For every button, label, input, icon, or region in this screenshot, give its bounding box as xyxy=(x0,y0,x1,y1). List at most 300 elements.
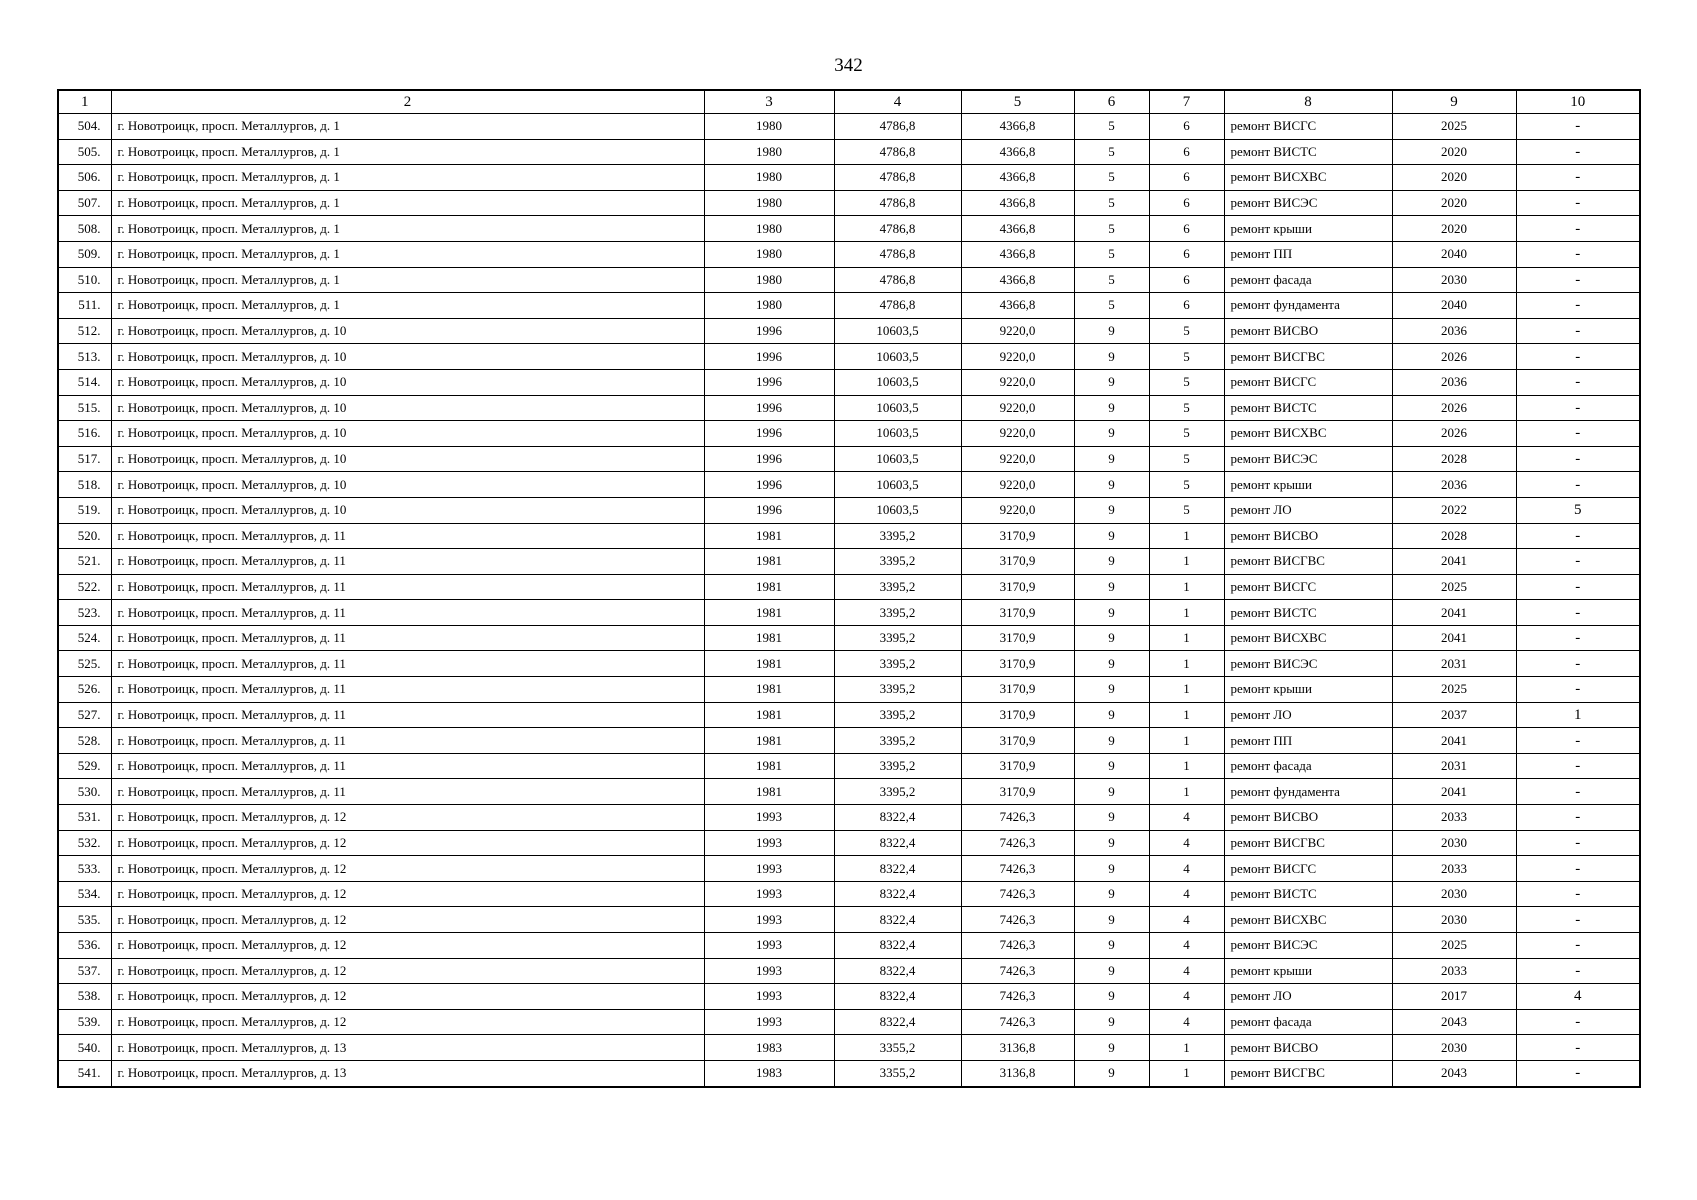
cell-entrances: 1 xyxy=(1149,574,1224,600)
cell-total-area: 10603,5 xyxy=(834,395,961,421)
cell-col10: - xyxy=(1516,625,1640,651)
cell-address: г. Новотроицк, просп. Металлургов, д. 11 xyxy=(111,677,704,703)
table-row xyxy=(58,395,1640,421)
cell-year-built: 1993 xyxy=(704,907,834,933)
cell-year-built: 1996 xyxy=(704,318,834,344)
cell-col10: 1 xyxy=(1516,702,1640,728)
cell-living-area: 7426,3 xyxy=(961,830,1074,856)
cell-floors: 9 xyxy=(1074,753,1149,779)
cell-num: 540. xyxy=(58,1035,111,1061)
cell-year-built: 1993 xyxy=(704,933,834,959)
cell-planned-year: 2025 xyxy=(1392,574,1516,600)
cell-floors: 9 xyxy=(1074,856,1149,882)
column-header-6: 6 xyxy=(1074,90,1149,114)
cell-floors: 9 xyxy=(1074,318,1149,344)
cell-entrances: 5 xyxy=(1149,446,1224,472)
cell-col10: - xyxy=(1516,293,1640,319)
cell-entrances: 1 xyxy=(1149,702,1224,728)
table-row xyxy=(58,472,1640,498)
table-row xyxy=(58,728,1640,754)
cell-work-type: ремонт крыши xyxy=(1224,958,1392,984)
cell-address: г. Новотроицк, просп. Металлургов, д. 12 xyxy=(111,1009,704,1035)
cell-col10: - xyxy=(1516,369,1640,395)
table-row xyxy=(58,702,1640,728)
cell-col10: - xyxy=(1516,881,1640,907)
cell-entrances: 1 xyxy=(1149,1060,1224,1086)
cell-year-built: 1980 xyxy=(704,293,834,319)
cell-floors: 9 xyxy=(1074,651,1149,677)
cell-year-built: 1981 xyxy=(704,779,834,805)
cell-work-type: ремонт ВИСХВС xyxy=(1224,625,1392,651)
cell-address: г. Новотроицк, просп. Металлургов, д. 11 xyxy=(111,625,704,651)
cell-planned-year: 2030 xyxy=(1392,907,1516,933)
cell-work-type: ремонт ЛО xyxy=(1224,984,1392,1010)
cell-year-built: 1980 xyxy=(704,267,834,293)
cell-entrances: 6 xyxy=(1149,114,1224,140)
cell-col10: - xyxy=(1516,190,1640,216)
table-row xyxy=(58,984,1640,1010)
cell-col10: - xyxy=(1516,421,1640,447)
cell-col10: - xyxy=(1516,318,1640,344)
table-row xyxy=(58,856,1640,882)
cell-entrances: 6 xyxy=(1149,241,1224,267)
cell-floors: 5 xyxy=(1074,267,1149,293)
column-header-5: 5 xyxy=(961,90,1074,114)
cell-planned-year: 2017 xyxy=(1392,984,1516,1010)
cell-num: 530. xyxy=(58,779,111,805)
cell-floors: 5 xyxy=(1074,241,1149,267)
table-row xyxy=(58,830,1640,856)
cell-work-type: ремонт фасада xyxy=(1224,267,1392,293)
cell-planned-year: 2043 xyxy=(1392,1009,1516,1035)
cell-year-built: 1993 xyxy=(704,830,834,856)
cell-living-area: 3170,9 xyxy=(961,677,1074,703)
cell-floors: 9 xyxy=(1074,523,1149,549)
cell-living-area: 3170,9 xyxy=(961,574,1074,600)
cell-address: г. Новотроицк, просп. Металлургов, д. 10 xyxy=(111,446,704,472)
cell-work-type: ремонт ВИСГС xyxy=(1224,574,1392,600)
cell-total-area: 8322,4 xyxy=(834,856,961,882)
cell-entrances: 5 xyxy=(1149,395,1224,421)
cell-num: 517. xyxy=(58,446,111,472)
cell-entrances: 6 xyxy=(1149,216,1224,242)
cell-entrances: 4 xyxy=(1149,805,1224,831)
table-row xyxy=(58,216,1640,242)
table-row xyxy=(58,165,1640,191)
cell-work-type: ремонт ВИСХВС xyxy=(1224,421,1392,447)
cell-num: 531. xyxy=(58,805,111,831)
cell-planned-year: 2040 xyxy=(1392,241,1516,267)
cell-address: г. Новотроицк, просп. Металлургов, д. 11 xyxy=(111,702,704,728)
cell-total-area: 10603,5 xyxy=(834,497,961,523)
cell-num: 516. xyxy=(58,421,111,447)
table-row xyxy=(58,600,1640,626)
cell-total-area: 4786,8 xyxy=(834,114,961,140)
cell-address: г. Новотроицк, просп. Металлургов, д. 1 xyxy=(111,293,704,319)
cell-num: 514. xyxy=(58,369,111,395)
cell-address: г. Новотроицк, просп. Металлургов, д. 10 xyxy=(111,318,704,344)
cell-total-area: 8322,4 xyxy=(834,984,961,1010)
cell-total-area: 8322,4 xyxy=(834,907,961,933)
cell-floors: 9 xyxy=(1074,984,1149,1010)
cell-num: 539. xyxy=(58,1009,111,1035)
cell-work-type: ремонт ПП xyxy=(1224,728,1392,754)
cell-num: 538. xyxy=(58,984,111,1010)
cell-work-type: ремонт ВИСВО xyxy=(1224,523,1392,549)
cell-address: г. Новотроицк, просп. Металлургов, д. 10 xyxy=(111,344,704,370)
cell-entrances: 4 xyxy=(1149,1009,1224,1035)
cell-floors: 9 xyxy=(1074,574,1149,600)
cell-entrances: 4 xyxy=(1149,881,1224,907)
cell-year-built: 1980 xyxy=(704,241,834,267)
cell-floors: 9 xyxy=(1074,702,1149,728)
cell-num: 526. xyxy=(58,677,111,703)
cell-floors: 9 xyxy=(1074,958,1149,984)
cell-work-type: ремонт ВИСЭС xyxy=(1224,190,1392,216)
cell-planned-year: 2026 xyxy=(1392,344,1516,370)
cell-col10: - xyxy=(1516,395,1640,421)
cell-entrances: 5 xyxy=(1149,318,1224,344)
cell-planned-year: 2041 xyxy=(1392,600,1516,626)
cell-living-area: 9220,0 xyxy=(961,446,1074,472)
cell-year-built: 1981 xyxy=(704,651,834,677)
cell-planned-year: 2040 xyxy=(1392,293,1516,319)
cell-entrances: 4 xyxy=(1149,856,1224,882)
cell-living-area: 3170,9 xyxy=(961,702,1074,728)
cell-address: г. Новотроицк, просп. Металлургов, д. 10 xyxy=(111,421,704,447)
cell-planned-year: 2041 xyxy=(1392,549,1516,575)
cell-total-area: 8322,4 xyxy=(834,881,961,907)
cell-living-area: 9220,0 xyxy=(961,395,1074,421)
cell-living-area: 7426,3 xyxy=(961,958,1074,984)
cell-total-area: 3395,2 xyxy=(834,779,961,805)
cell-address: г. Новотроицк, просп. Металлургов, д. 10 xyxy=(111,395,704,421)
cell-col10: - xyxy=(1516,753,1640,779)
cell-year-built: 1993 xyxy=(704,958,834,984)
column-header-9: 9 xyxy=(1392,90,1516,114)
cell-entrances: 6 xyxy=(1149,190,1224,216)
cell-col10: - xyxy=(1516,779,1640,805)
table-row xyxy=(58,344,1640,370)
cell-total-area: 8322,4 xyxy=(834,1009,961,1035)
table-row xyxy=(58,267,1640,293)
cell-planned-year: 2031 xyxy=(1392,753,1516,779)
cell-total-area: 4786,8 xyxy=(834,267,961,293)
cell-total-area: 4786,8 xyxy=(834,216,961,242)
cell-living-area: 7426,3 xyxy=(961,856,1074,882)
cell-num: 513. xyxy=(58,344,111,370)
table-row xyxy=(58,881,1640,907)
cell-address: г. Новотроицк, просп. Металлургов, д. 11 xyxy=(111,574,704,600)
cell-work-type: ремонт ВИСТС xyxy=(1224,395,1392,421)
table-row xyxy=(58,369,1640,395)
cell-num: 508. xyxy=(58,216,111,242)
cell-num: 504. xyxy=(58,114,111,140)
cell-address: г. Новотроицк, просп. Металлургов, д. 1 xyxy=(111,165,704,191)
cell-floors: 9 xyxy=(1074,1035,1149,1061)
table-row xyxy=(58,497,1640,523)
column-header-10: 10 xyxy=(1516,90,1640,114)
cell-living-area: 3136,8 xyxy=(961,1060,1074,1086)
cell-address: г. Новотроицк, просп. Металлургов, д. 13 xyxy=(111,1035,704,1061)
cell-year-built: 1983 xyxy=(704,1060,834,1086)
cell-living-area: 3170,9 xyxy=(961,651,1074,677)
cell-planned-year: 2028 xyxy=(1392,523,1516,549)
cell-living-area: 3170,9 xyxy=(961,625,1074,651)
cell-work-type: ремонт крыши xyxy=(1224,472,1392,498)
cell-year-built: 1996 xyxy=(704,472,834,498)
cell-address: г. Новотроицк, просп. Металлургов, д. 12 xyxy=(111,984,704,1010)
cell-col10: - xyxy=(1516,574,1640,600)
cell-entrances: 1 xyxy=(1149,677,1224,703)
cell-entrances: 5 xyxy=(1149,344,1224,370)
cell-year-built: 1980 xyxy=(704,190,834,216)
cell-total-area: 4786,8 xyxy=(834,165,961,191)
cell-work-type: ремонт ВИСТС xyxy=(1224,881,1392,907)
cell-num: 519. xyxy=(58,497,111,523)
cell-total-area: 4786,8 xyxy=(834,190,961,216)
cell-num: 520. xyxy=(58,523,111,549)
cell-living-area: 4366,8 xyxy=(961,216,1074,242)
cell-address: г. Новотроицк, просп. Металлургов, д. 11 xyxy=(111,523,704,549)
cell-total-area: 3395,2 xyxy=(834,574,961,600)
cell-year-built: 1981 xyxy=(704,523,834,549)
cell-floors: 9 xyxy=(1074,549,1149,575)
cell-living-area: 4366,8 xyxy=(961,267,1074,293)
cell-living-area: 7426,3 xyxy=(961,933,1074,959)
cell-work-type: ремонт ВИСГВС xyxy=(1224,830,1392,856)
cell-entrances: 5 xyxy=(1149,421,1224,447)
table-row xyxy=(58,190,1640,216)
column-header-8: 8 xyxy=(1224,90,1392,114)
cell-year-built: 1980 xyxy=(704,165,834,191)
cell-planned-year: 2026 xyxy=(1392,395,1516,421)
cell-floors: 9 xyxy=(1074,421,1149,447)
cell-living-area: 3170,9 xyxy=(961,753,1074,779)
cell-total-area: 3395,2 xyxy=(834,651,961,677)
cell-num: 522. xyxy=(58,574,111,600)
cell-entrances: 4 xyxy=(1149,984,1224,1010)
cell-col10: - xyxy=(1516,933,1640,959)
cell-col10: - xyxy=(1516,549,1640,575)
cell-total-area: 4786,8 xyxy=(834,139,961,165)
cell-living-area: 9220,0 xyxy=(961,497,1074,523)
cell-entrances: 1 xyxy=(1149,1035,1224,1061)
cell-address: г. Новотроицк, просп. Металлургов, д. 11 xyxy=(111,779,704,805)
cell-living-area: 9220,0 xyxy=(961,318,1074,344)
cell-work-type: ремонт фасада xyxy=(1224,1009,1392,1035)
cell-total-area: 10603,5 xyxy=(834,344,961,370)
cell-year-built: 1981 xyxy=(704,753,834,779)
table-row xyxy=(58,446,1640,472)
cell-work-type: ремонт ВИСГС xyxy=(1224,856,1392,882)
table-body xyxy=(58,114,1640,1087)
cell-floors: 5 xyxy=(1074,139,1149,165)
cell-col10: - xyxy=(1516,830,1640,856)
cell-num: 537. xyxy=(58,958,111,984)
cell-year-built: 1996 xyxy=(704,421,834,447)
cell-total-area: 8322,4 xyxy=(834,830,961,856)
column-header-7: 7 xyxy=(1149,90,1224,114)
cell-planned-year: 2020 xyxy=(1392,165,1516,191)
cell-total-area: 10603,5 xyxy=(834,369,961,395)
cell-col10: - xyxy=(1516,1009,1640,1035)
table-row xyxy=(58,1060,1640,1086)
cell-year-built: 1993 xyxy=(704,805,834,831)
cell-year-built: 1981 xyxy=(704,625,834,651)
cell-col10: - xyxy=(1516,241,1640,267)
table-row xyxy=(58,421,1640,447)
cell-year-built: 1996 xyxy=(704,395,834,421)
column-header-4: 4 xyxy=(834,90,961,114)
cell-num: 512. xyxy=(58,318,111,344)
cell-num: 510. xyxy=(58,267,111,293)
cell-planned-year: 2041 xyxy=(1392,625,1516,651)
cell-floors: 9 xyxy=(1074,344,1149,370)
cell-living-area: 3170,9 xyxy=(961,728,1074,754)
cell-entrances: 1 xyxy=(1149,651,1224,677)
cell-col10: - xyxy=(1516,139,1640,165)
cell-floors: 9 xyxy=(1074,907,1149,933)
cell-entrances: 4 xyxy=(1149,830,1224,856)
table-row xyxy=(58,1035,1640,1061)
cell-planned-year: 2028 xyxy=(1392,446,1516,472)
cell-address: г. Новотроицк, просп. Металлургов, д. 1 xyxy=(111,267,704,293)
cell-total-area: 4786,8 xyxy=(834,241,961,267)
cell-num: 507. xyxy=(58,190,111,216)
page-number: 342 xyxy=(834,55,863,76)
cell-address: г. Новотроицк, просп. Металлургов, д. 12 xyxy=(111,805,704,831)
cell-entrances: 6 xyxy=(1149,165,1224,191)
cell-col10: 4 xyxy=(1516,984,1640,1010)
cell-address: г. Новотроицк, просп. Металлургов, д. 10 xyxy=(111,472,704,498)
cell-planned-year: 2026 xyxy=(1392,421,1516,447)
cell-address: г. Новотроицк, просп. Металлургов, д. 12 xyxy=(111,958,704,984)
cell-entrances: 5 xyxy=(1149,497,1224,523)
table-row xyxy=(58,574,1640,600)
cell-year-built: 1980 xyxy=(704,114,834,140)
cell-address: г. Новотроицк, просп. Металлургов, д. 12 xyxy=(111,856,704,882)
cell-address: г. Новотроицк, просп. Металлургов, д. 13 xyxy=(111,1060,704,1086)
cell-year-built: 1993 xyxy=(704,984,834,1010)
cell-work-type: ремонт ВИСГС xyxy=(1224,114,1392,140)
cell-year-built: 1996 xyxy=(704,344,834,370)
cell-address: г. Новотроицк, просп. Металлургов, д. 1 xyxy=(111,114,704,140)
cell-num: 533. xyxy=(58,856,111,882)
cell-living-area: 4366,8 xyxy=(961,139,1074,165)
cell-work-type: ремонт ВИСГС xyxy=(1224,369,1392,395)
cell-num: 524. xyxy=(58,625,111,651)
cell-floors: 9 xyxy=(1074,779,1149,805)
cell-floors: 5 xyxy=(1074,293,1149,319)
cell-work-type: ремонт ЛО xyxy=(1224,702,1392,728)
cell-col10: - xyxy=(1516,1035,1640,1061)
cell-address: г. Новотроицк, просп. Металлургов, д. 12 xyxy=(111,933,704,959)
cell-living-area: 4366,8 xyxy=(961,241,1074,267)
cell-planned-year: 2025 xyxy=(1392,114,1516,140)
cell-living-area: 4366,8 xyxy=(961,293,1074,319)
cell-num: 506. xyxy=(58,165,111,191)
table-row xyxy=(58,318,1640,344)
cell-total-area: 8322,4 xyxy=(834,805,961,831)
cell-floors: 5 xyxy=(1074,216,1149,242)
cell-total-area: 3395,2 xyxy=(834,549,961,575)
cell-living-area: 3170,9 xyxy=(961,600,1074,626)
cell-work-type: ремонт ВИСГВС xyxy=(1224,1060,1392,1086)
cell-floors: 9 xyxy=(1074,369,1149,395)
cell-year-built: 1981 xyxy=(704,574,834,600)
cell-entrances: 6 xyxy=(1149,293,1224,319)
cell-address: г. Новотроицк, просп. Металлургов, д. 10 xyxy=(111,369,704,395)
cell-address: г. Новотроицк, просп. Металлургов, д. 12 xyxy=(111,907,704,933)
cell-planned-year: 2025 xyxy=(1392,933,1516,959)
cell-year-built: 1981 xyxy=(704,600,834,626)
cell-col10: - xyxy=(1516,472,1640,498)
cell-col10: - xyxy=(1516,1060,1640,1086)
cell-year-built: 1981 xyxy=(704,702,834,728)
cell-floors: 9 xyxy=(1074,625,1149,651)
cell-total-area: 3395,2 xyxy=(834,600,961,626)
cell-entrances: 1 xyxy=(1149,728,1224,754)
cell-col10: - xyxy=(1516,114,1640,140)
cell-num: 518. xyxy=(58,472,111,498)
cell-planned-year: 2025 xyxy=(1392,677,1516,703)
cell-planned-year: 2030 xyxy=(1392,1035,1516,1061)
cell-entrances: 1 xyxy=(1149,549,1224,575)
cell-address: г. Новотроицк, просп. Металлургов, д. 11 xyxy=(111,753,704,779)
cell-living-area: 4366,8 xyxy=(961,165,1074,191)
cell-num: 509. xyxy=(58,241,111,267)
cell-year-built: 1996 xyxy=(704,497,834,523)
cell-total-area: 3395,2 xyxy=(834,753,961,779)
table-row xyxy=(58,651,1640,677)
cell-total-area: 3395,2 xyxy=(834,702,961,728)
cell-entrances: 1 xyxy=(1149,600,1224,626)
cell-living-area: 9220,0 xyxy=(961,344,1074,370)
cell-col10: 5 xyxy=(1516,497,1640,523)
cell-address: г. Новотроицк, просп. Металлургов, д. 11 xyxy=(111,549,704,575)
cell-total-area: 10603,5 xyxy=(834,421,961,447)
cell-year-built: 1980 xyxy=(704,216,834,242)
cell-total-area: 3355,2 xyxy=(834,1060,961,1086)
table-row xyxy=(58,753,1640,779)
cell-total-area: 10603,5 xyxy=(834,318,961,344)
cell-year-built: 1981 xyxy=(704,677,834,703)
cell-living-area: 4366,8 xyxy=(961,190,1074,216)
cell-address: г. Новотроицк, просп. Металлургов, д. 11 xyxy=(111,600,704,626)
cell-work-type: ремонт ВИСЭС xyxy=(1224,651,1392,677)
cell-floors: 9 xyxy=(1074,497,1149,523)
cell-year-built: 1996 xyxy=(704,446,834,472)
cell-planned-year: 2036 xyxy=(1392,318,1516,344)
cell-floors: 9 xyxy=(1074,446,1149,472)
cell-planned-year: 2033 xyxy=(1392,805,1516,831)
cell-entrances: 4 xyxy=(1149,933,1224,959)
table-row xyxy=(58,1009,1640,1035)
cell-work-type: ремонт фундамента xyxy=(1224,779,1392,805)
cell-entrances: 6 xyxy=(1149,267,1224,293)
cell-address: г. Новотроицк, просп. Металлургов, д. 1 xyxy=(111,241,704,267)
column-header-2: 2 xyxy=(111,90,704,114)
cell-floors: 9 xyxy=(1074,933,1149,959)
cell-work-type: ремонт фасада xyxy=(1224,753,1392,779)
cell-col10: - xyxy=(1516,446,1640,472)
cell-year-built: 1981 xyxy=(704,728,834,754)
cell-num: 529. xyxy=(58,753,111,779)
cell-num: 515. xyxy=(58,395,111,421)
cell-work-type: ремонт ВИСТС xyxy=(1224,600,1392,626)
table-row xyxy=(58,907,1640,933)
